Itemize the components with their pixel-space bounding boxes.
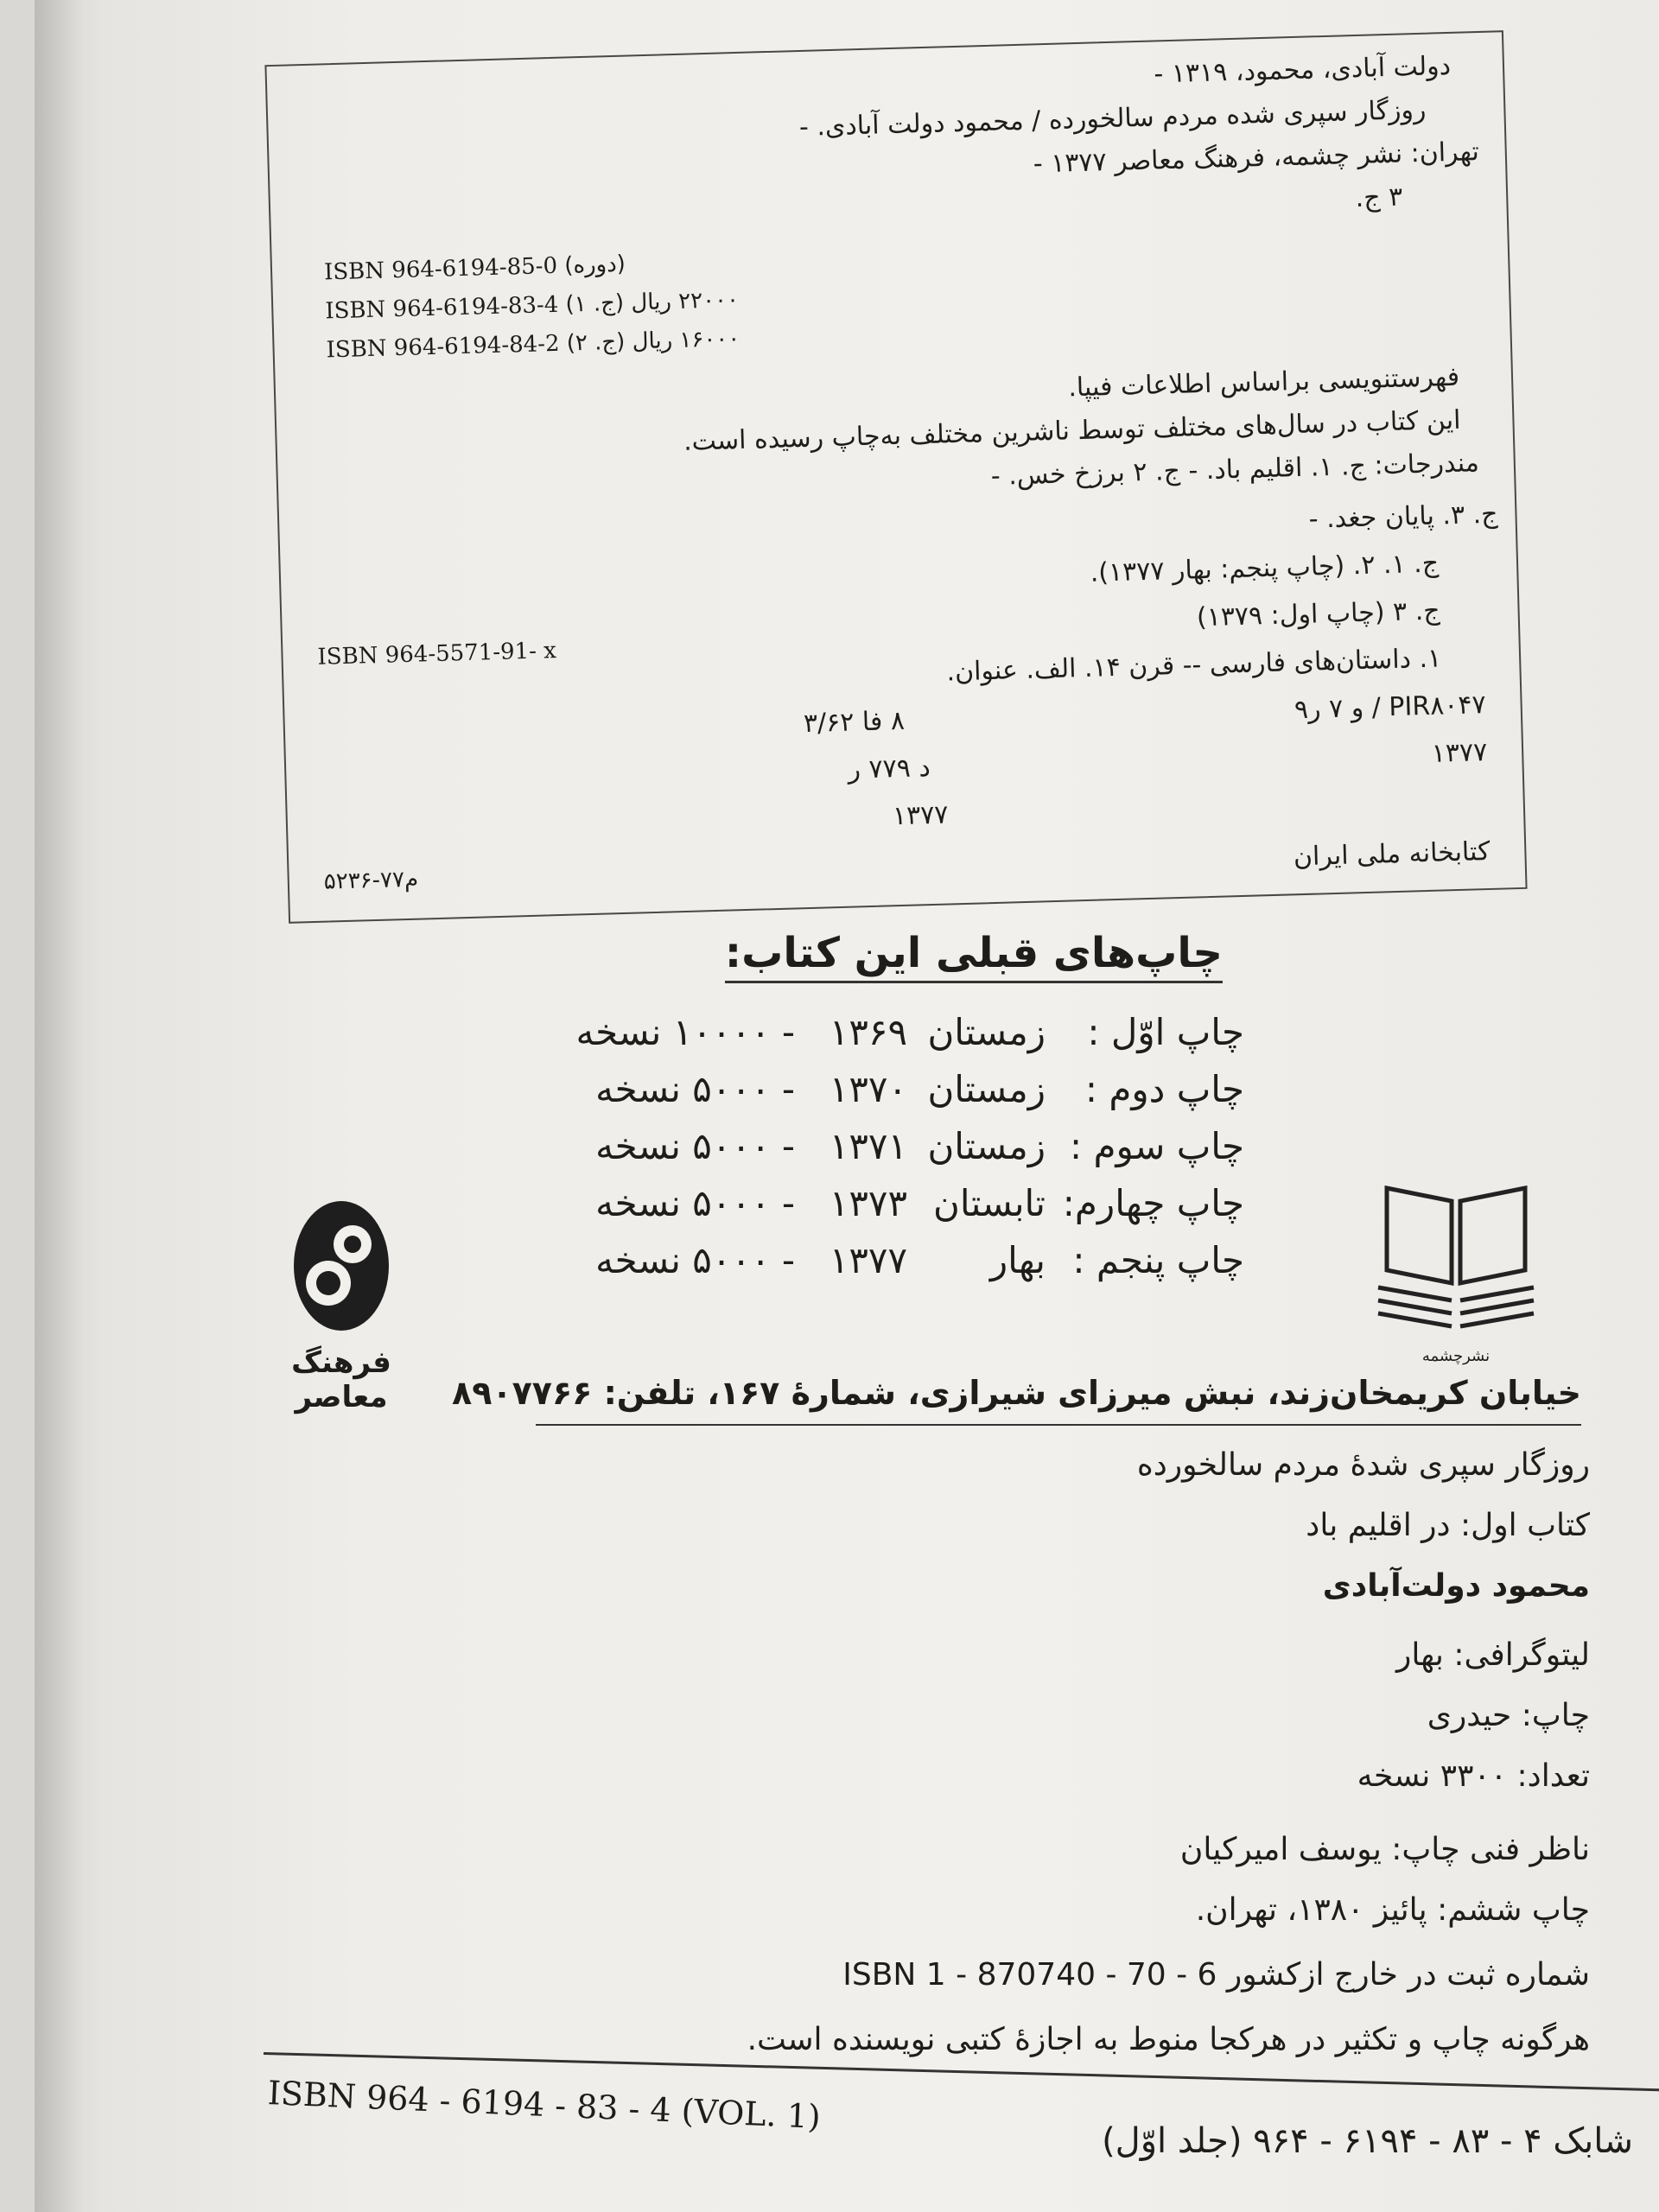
card-classification-1: ۸ فا ۳/۶۲ xyxy=(803,705,906,740)
cheshmeh-label: نشرچشمه xyxy=(1421,1347,1491,1365)
card-title-line: روزگار سپری شده مردم سالخورده / محمود دولت آبادی. - xyxy=(798,94,1427,143)
card-volumes-line: ۳ ج. xyxy=(1355,181,1403,214)
card-classification-5: ۱۳۷۷ xyxy=(892,799,949,832)
printing-row: چاپ سوم : زمستان ۱۳۷۱ - ۵۰۰۰ نسخه xyxy=(595,1125,1244,1167)
print-count: تعداد: ۳۳۰۰ نسخه xyxy=(1357,1758,1590,1794)
card-edition-line-1: ج. ۱. ۲. (چاپ پنجم: بهار ۱۳۷۷). xyxy=(1090,548,1440,588)
farhang-moaser-logo xyxy=(272,1197,410,1414)
farhang-label: فرهنگ معاصر xyxy=(291,1345,391,1414)
card-classification-2: PIR۸۰۴۷ / و ۷ ر۹ xyxy=(1294,690,1487,726)
card-library: کتابخانه ملی ایران xyxy=(1293,836,1491,873)
rights-notice: هرگونه چاپ و تکثیر در هرکجا منوط به اجازهٔ کتبی نویسنده است. xyxy=(747,2022,1590,2057)
card-publishers-line: این کتاب در سال‌های مختلف توسط ناشرین مختلف به‌چاپ رسیده است. xyxy=(683,404,1461,457)
foreign-registration: شماره ثبت در خارج ازکشور ISBN 1 - 870740 - 70 - 6 xyxy=(842,1957,1590,1993)
printing-row: چاپ اوّل : زمستان ۱۳۶۹ - ۱۰۰۰۰ نسخه xyxy=(575,1011,1244,1053)
card-fipa-line: فهرستنویسی براساس اطلاعات فیپا. xyxy=(1067,361,1460,404)
printer: چاپ: حیدری xyxy=(1427,1698,1590,1733)
card-isbn-vol3: ISBN 964-5571-91- x xyxy=(317,638,557,671)
footer-isbn: ISBN 964 - 6194 - 83 - 4 (VOL. 1) xyxy=(267,2074,822,2136)
book-volume: کتاب اول: در اقلیم باد xyxy=(1306,1508,1590,1543)
card-author-line: دولت آبادی، محمود، ۱۳۱۹ - xyxy=(1154,50,1452,90)
book-page xyxy=(35,0,1659,2212)
printing-row: چاپ چهارم: تابستان ۱۳۷۳ - ۵۰۰۰ نسخه xyxy=(595,1182,1244,1224)
footer-shabak: شابک ۴ - ۸۳ - ۶۱۹۴ - ۹۶۴ (جلد اوّل) xyxy=(1102,2121,1633,2161)
printing-row: چاپ پنجم : بهار ۱۳۷۷ - ۵۰۰۰ نسخه xyxy=(595,1239,1244,1281)
technical-supervisor: ناظر فنی چاپ: یوسف امیرکیان xyxy=(1179,1832,1590,1867)
publisher-address: خیابان کریمخان‌زند، نبش میرزای شیرازی، شمارهٔ ۱۶۷، تلفن: ۸۹۰۷۷۶۶ xyxy=(536,1374,1581,1426)
card-classification-4: ۱۳۷۷ xyxy=(1431,737,1488,769)
cheshmeh-logo xyxy=(1370,1171,1542,1378)
book-author: محمود دولت‌آبادی xyxy=(1322,1568,1590,1604)
sixth-printing: چاپ ششم: پائیز ۱۳۸۰، تهران. xyxy=(1195,1892,1590,1928)
card-record-number: م۷۷-۵۲۳۶ xyxy=(323,866,419,895)
card-classification-3: د ۷۷۹ ر xyxy=(847,753,931,785)
page-fold-shadow xyxy=(35,0,86,2212)
catalog-card xyxy=(264,30,1527,924)
card-contents-line-2: ج. ۳. پایان جغد. - xyxy=(1308,499,1498,535)
printing-row: چاپ دوم : زمستان ۱۳۷۰ - ۵۰۰۰ نسخه xyxy=(595,1068,1244,1110)
card-isbn-set: ISBN 964-6194-85-0 (دوره) xyxy=(323,251,626,286)
previous-printings-heading: چاپ‌های قبلی این کتاب: xyxy=(725,929,1223,983)
card-contents-line-1: مندرجات: ج. ۱. اقلیم باد. - ج. ۲ برزخ خس. - xyxy=(990,448,1480,492)
card-subject-line: ۱. داستان‌های فارسی -- قرن ۱۴. الف. عنوان. xyxy=(946,643,1442,688)
card-isbn-vol2: ISBN 964-6194-84-2 ۱۶۰۰۰ ریال (ج. ۲) xyxy=(326,325,741,364)
card-isbn-vol1: ISBN 964-6194-83-4 ۲۲۰۰۰ ریال (ج. ۱) xyxy=(324,287,740,325)
card-edition-line-2: ج. ۳ (چاپ اول: ۱۳۷۹) xyxy=(1196,595,1441,633)
book-title: روزگار سپری شدهٔ مردم سالخورده xyxy=(1136,1447,1590,1483)
open-book-icon xyxy=(1370,1171,1542,1344)
card-publisher-line: تهران: نشر چشمه، فرهنگ معاصر ۱۳۷۷ - xyxy=(1033,137,1480,180)
previous-printings-list xyxy=(467,1011,1244,1296)
farhang-emblem-icon xyxy=(285,1197,397,1335)
lithography: لیتوگرافی: بهار xyxy=(1395,1637,1590,1673)
